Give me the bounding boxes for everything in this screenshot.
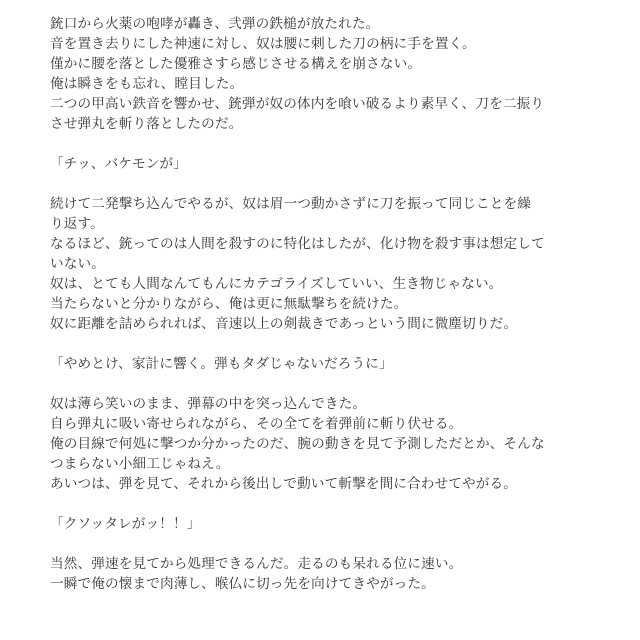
text-line: させ弾丸を斬り落としたのだ。 (50, 116, 243, 132)
text-line: 奴に距離を詰められれば、音速以上の剣裁きであっという間に微塵切りだ。 (50, 316, 518, 332)
blank-line (50, 174, 620, 194)
text-line: 二つの甲高い鉄音を響かせ、銃弾が奴の体内を喰い破るより素早く、刀を二振り (50, 96, 545, 112)
text-line: 銃口から火薬の咆哮が轟き、弐弾の鉄槌が放たれた。 (50, 16, 380, 32)
blank-line (50, 134, 620, 154)
text-line: 奴は、とても人間なんてもんにカテゴライズしていい、生き物じゃない。 (50, 276, 503, 292)
text-line: 自ら弾丸に吸い寄せられながら、その全てを着弾前に斬り伏せる。 (50, 416, 463, 432)
text-line: 「やめとけ、家計に響く。弾もタダじゃないだろうに」 (50, 356, 393, 372)
text-line: あいつは、弾を見て、それから後出しで動いて斬撃を間に合わせてやがる。 (50, 476, 518, 492)
text-line: 音を置き去りにした神速に対し、奴は腰に刺した刀の柄に手を置く。 (50, 36, 476, 52)
text-line: 当然、弾速を見てから処理できるんだ。走るのも呆れる位に速い。 (50, 556, 463, 572)
text-line: なるほど、銃ってのは人間を殺すのに特化はしたが、化け物を殺す事は想定して (50, 236, 545, 252)
text-line: つまらない小細工じゃねえ。 (50, 456, 230, 472)
document-body (50, 14, 620, 594)
text-line: 「チッ、バケモンが」 (50, 156, 188, 172)
text-line: 奴は薄ら笑いのまま、弾幕の中を突っ込んできた。 (50, 396, 367, 412)
text-line: 一瞬で俺の懐まで肉薄し、喉仏に切っ先を向けてきやがった。 (50, 576, 435, 592)
blank-line (50, 534, 620, 554)
text-line: 続けて二発撃ち込んでやるが、奴は眉一つ動かさずに刀を振って同じことを繰 (50, 196, 532, 212)
text-line: 僅かに腰を落とした優雅さすら感じさせる構えを崩さない。 (50, 56, 422, 72)
text-line: 俺の目線で何処に撃つか分かったのだ、腕の動きを見て予測しただとか、そんな (50, 436, 545, 452)
blank-line (50, 374, 620, 394)
text-line: 「クソッタレがッ！！」 (50, 516, 201, 532)
text-line: り返す。 (50, 216, 104, 232)
text-line: いない。 (50, 256, 105, 272)
blank-line (50, 334, 620, 354)
text-line: 当たらないと分かりながら、俺は更に無駄撃ちを続けた。 (50, 296, 408, 312)
blank-line (50, 494, 620, 514)
text-line: 俺は瞬きをも忘れ、瞠目した。 (50, 76, 244, 92)
